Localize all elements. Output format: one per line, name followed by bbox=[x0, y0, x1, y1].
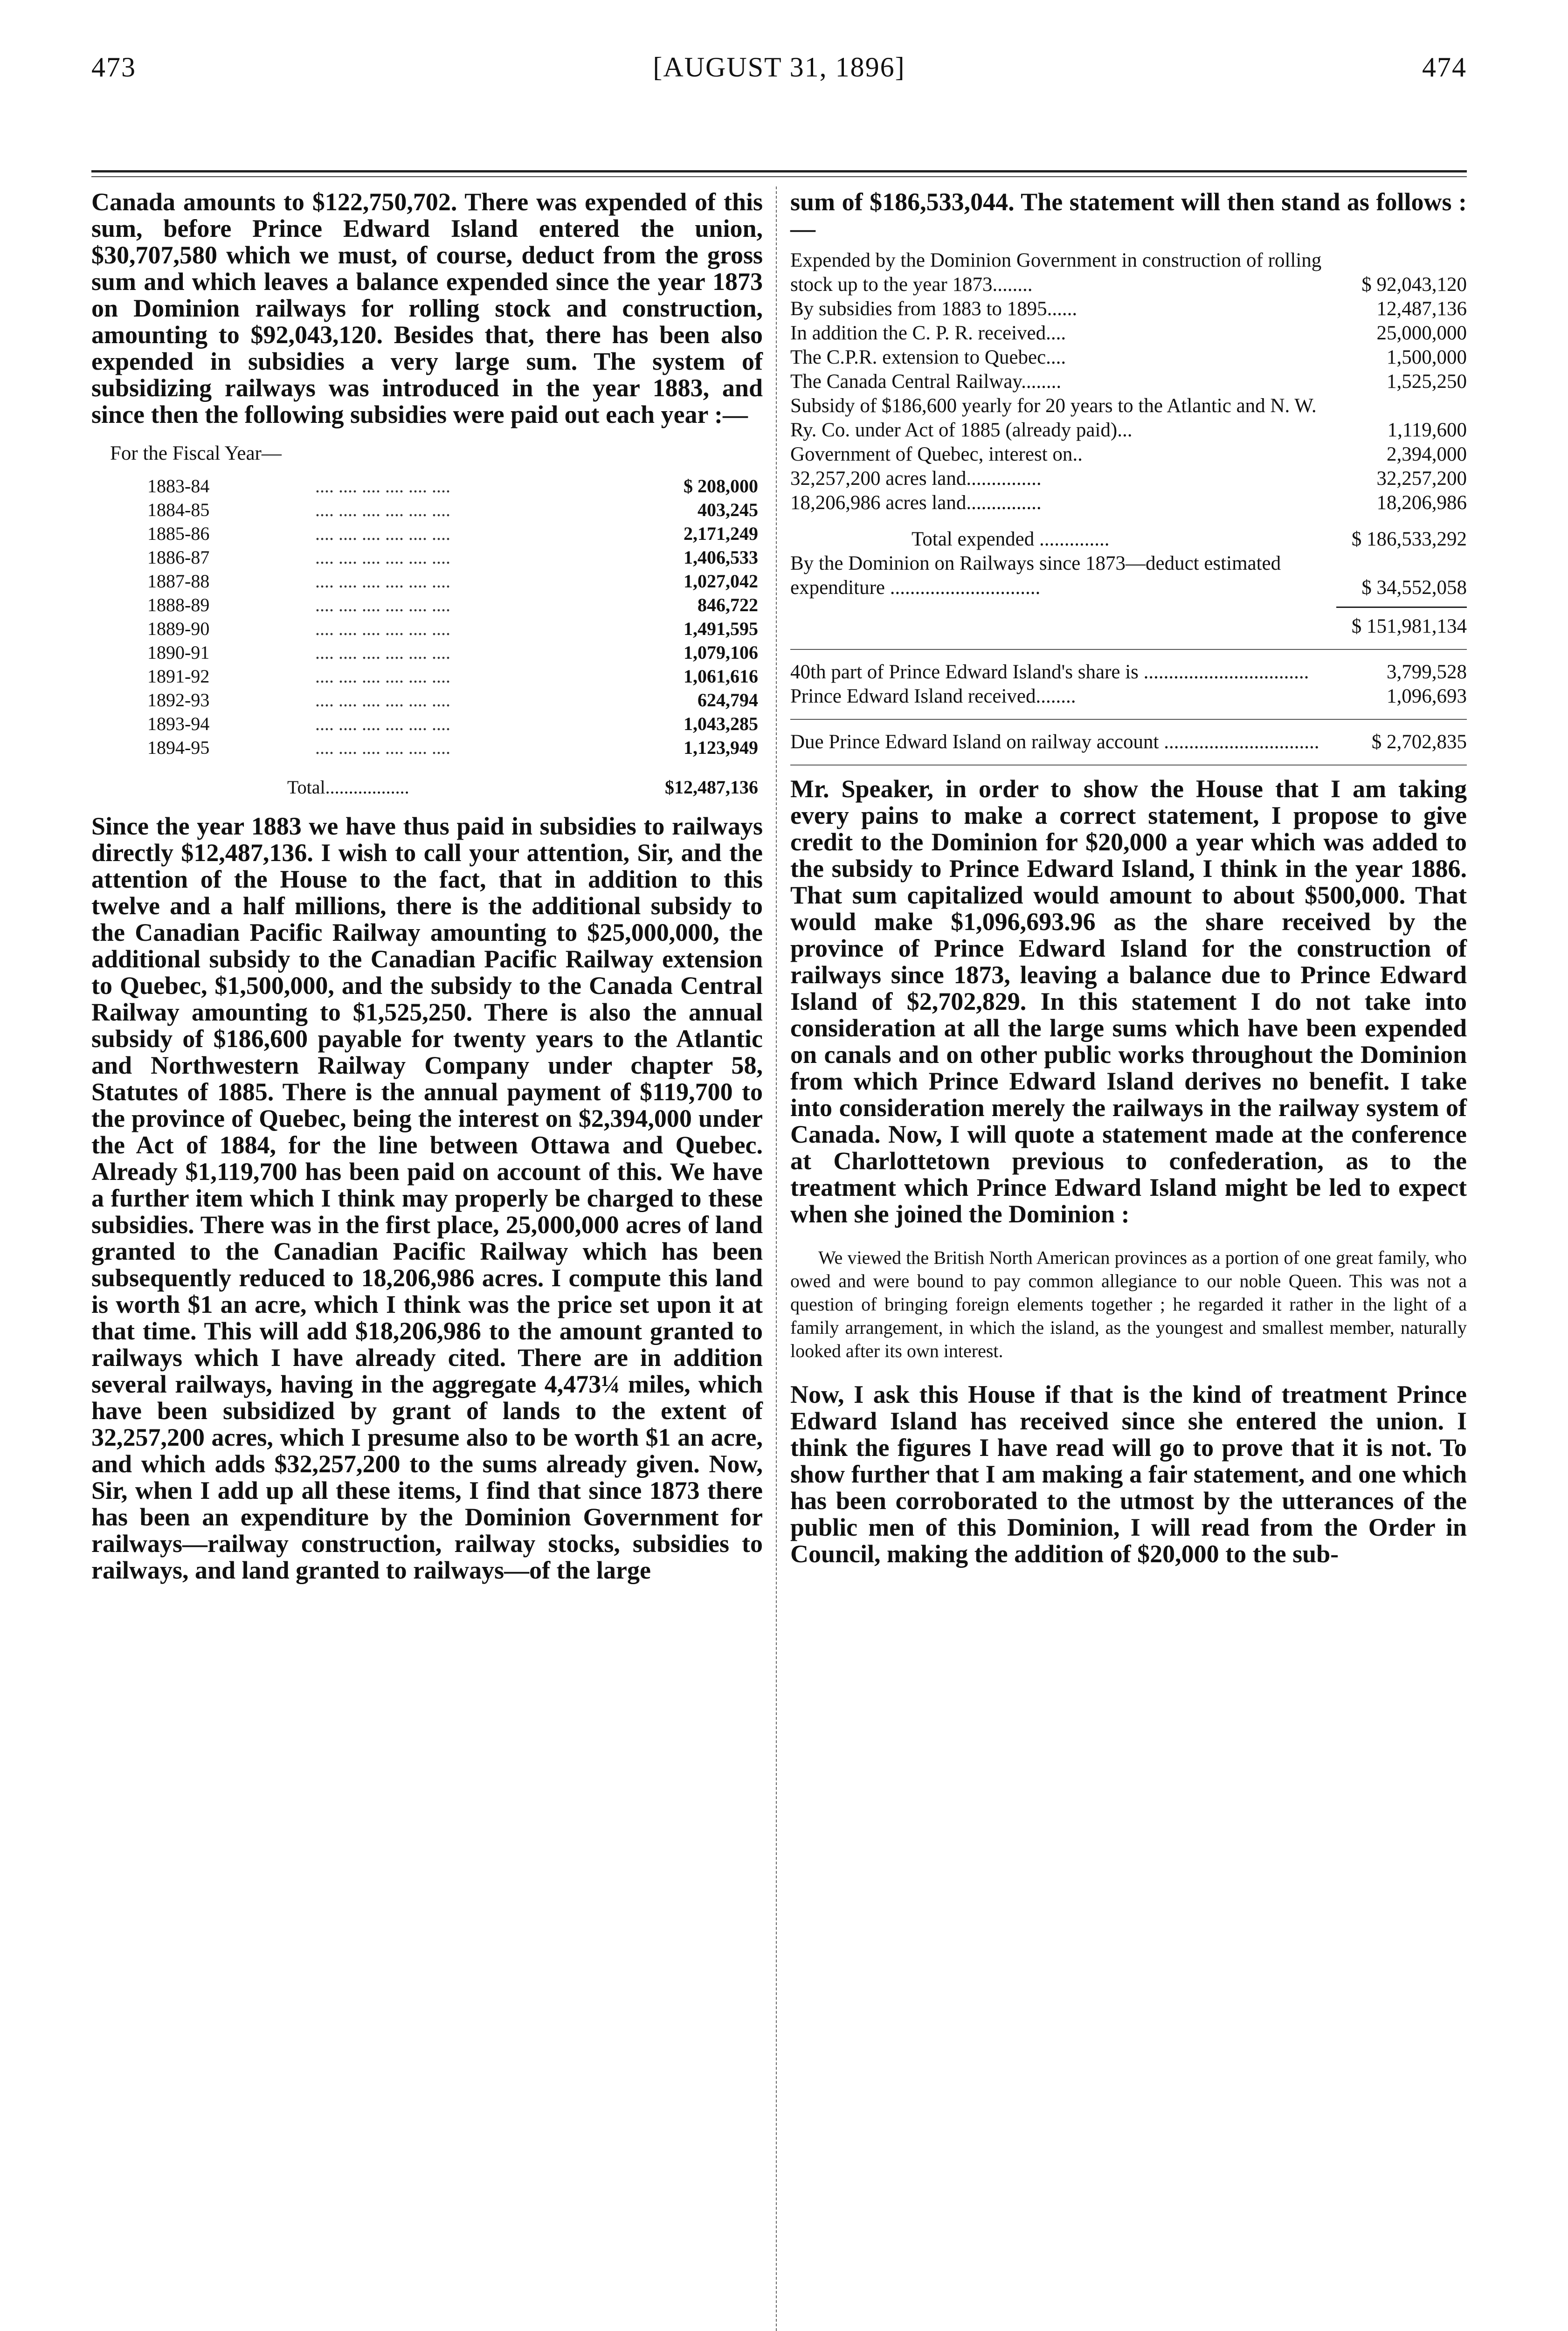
subsidy-year: 1891-92 bbox=[147, 666, 210, 687]
page-number-right: 474 bbox=[1422, 52, 1467, 83]
subsidy-amount: 1,491,595 bbox=[684, 618, 758, 639]
total-expended-amount: $ 186,533,292 bbox=[1351, 528, 1467, 550]
subsidy-row bbox=[147, 545, 758, 569]
subsidy-year: 1889-90 bbox=[147, 618, 210, 639]
deduct-amount: $ 34,552,058 bbox=[1361, 577, 1467, 599]
leader-dots: .... .... .... .... .... .... bbox=[315, 666, 450, 687]
subsidy-row bbox=[147, 593, 758, 617]
statement-row bbox=[790, 467, 1467, 491]
statement-label: Subsidy of $186,600 yearly for 20 years to the Atlantic and N. W. Ry. Co. under Act of 1885 (already paid)... bbox=[790, 395, 1317, 441]
leader-dots: .... .... .... .... .... .... bbox=[315, 547, 450, 568]
subsidy-amount: 1,406,533 bbox=[684, 547, 758, 568]
statement-amount: 12,487,136 bbox=[1376, 298, 1467, 320]
subsidy-year: 1888-89 bbox=[147, 594, 210, 615]
statement-row bbox=[790, 345, 1467, 370]
pei-received-amount: 1,096,693 bbox=[1387, 685, 1467, 707]
leader-dots: .... .... .... .... .... .... bbox=[315, 690, 450, 710]
subsidy-row bbox=[147, 498, 758, 522]
fortieth-amount: 3,799,528 bbox=[1387, 661, 1467, 683]
net-row bbox=[790, 614, 1467, 639]
subsidy-amount: $ 208,000 bbox=[684, 476, 758, 497]
leader-dots: .... .... .... .... .... .... bbox=[315, 642, 450, 663]
subsidy-amount: 624,794 bbox=[698, 690, 758, 710]
statement-row bbox=[790, 491, 1467, 515]
leader-dots: .... .... .... .... .... .... bbox=[315, 523, 450, 544]
subsidy-amount: 846,722 bbox=[698, 594, 758, 615]
statement-row bbox=[790, 297, 1467, 321]
leader-dots: .... .... .... .... .... .... bbox=[315, 476, 450, 497]
left-paragraph-2: Since the year 1883 we have thus paid in subsidies to railways directly $12,487,136. I wish to call your attention, Sir, and the attention of the House to the fact, that in addition to this twelve and a half millions, there is the additional subsidy to the Canadian Pacific Railway amounting to $25,000,000, the additional subsidy to the Canadian Pacific Railway extension to Quebec, $1,500,000, and the subsidy to the Canada Central Railway amounting to $1,525,250. There is also the annual subsidy of $186,600 payable for twenty years to the Atlantic and Northwestern Railway Company under chapter 58, Statutes of 1885. There is the annual payment of $119,700 to the province of Quebec, being the interest on $2,394,000 under the Act of 1884, for the line between Ottawa and Quebec. Already $1,119,700 has been paid on account of this. We have a further item which I think may properly be charged to these subsidies. There was in the first place, 25,000,000 acres of land granted to the Canadian Pacific Railway which has been subsequently reduced to 18,206,986 acres. I compute this land is worth $1 an acre, which I think was the price set upon it at that time. This will add $18,206,986 to the amount granted to railways which I have already cited. There are in addition several railways, having in the aggregate 4,473¼ miles, which have been subsidized by grant of lands to the extent of 32,257,200 acres, which I presume also to be worth $1 an acre, and which adds $32,257,200 to the sums already given. Now, Sir, when I add up all these items, I find that since 1873 there has been an expenditure by the Dominion Government for railways—railway construction, railway stocks, subsidies to railways, and land granted to railways—of the large bbox=[91, 812, 763, 1584]
right-paragraph-1: sum of $186,533,044. The statement will then stand as follows :— bbox=[790, 188, 1467, 242]
fortieth-label: 40th part of Prince Edward Island's share is ................................. bbox=[790, 661, 1309, 683]
leader-dots: .... .... .... .... .... .... bbox=[315, 499, 450, 520]
page-number-left: 473 bbox=[91, 52, 136, 83]
subsidy-row bbox=[147, 736, 758, 759]
statement-amount: 25,000,000 bbox=[1376, 322, 1467, 344]
header-rule bbox=[91, 170, 1467, 172]
section-rule-2 bbox=[790, 719, 1467, 720]
subsidy-year: 1892-93 bbox=[147, 690, 210, 710]
statement-label: By subsidies from 1883 to 1895...... bbox=[790, 298, 1078, 320]
section-rule-1 bbox=[790, 649, 1467, 650]
subsidy-year: 1894-95 bbox=[147, 737, 210, 758]
subsidy-year: 1886-87 bbox=[147, 547, 210, 568]
statement-amount: $ 92,043,120 bbox=[1361, 274, 1467, 296]
subsidies-table bbox=[147, 474, 758, 799]
statement-label: Expended by the Dominion Government in construction of rolling stock up to the year 1873........ bbox=[790, 249, 1322, 296]
leader-dots: .... .... .... .... .... .... bbox=[315, 737, 450, 758]
statement-amount: 18,206,986 bbox=[1376, 492, 1467, 514]
total-expended-label: Total expended .............. bbox=[912, 528, 1110, 550]
statement-amount: 2,394,000 bbox=[1387, 443, 1467, 465]
subsidy-row bbox=[147, 641, 758, 664]
subsidy-row bbox=[147, 688, 758, 712]
deduct-row bbox=[790, 552, 1467, 600]
subsidy-amount: 2,171,249 bbox=[684, 523, 758, 544]
due-row bbox=[790, 730, 1467, 754]
column-divider bbox=[776, 186, 777, 2331]
subsidy-row bbox=[147, 617, 758, 641]
due-label: Due Prince Edward Island on railway account ............................... bbox=[790, 731, 1319, 753]
statement-label: Government of Quebec, interest on.. bbox=[790, 443, 1083, 465]
subsidy-year: 1893-94 bbox=[147, 713, 210, 734]
statement-row bbox=[790, 321, 1467, 345]
subsidy-year: 1887-88 bbox=[147, 571, 210, 592]
pei-received-label: Prince Edward Island received........ bbox=[790, 685, 1076, 707]
statement-label: The Canada Central Railway........ bbox=[790, 371, 1062, 393]
total-label: Total bbox=[287, 777, 325, 798]
pei-received-row bbox=[790, 684, 1467, 709]
subsidy-amount: 1,027,042 bbox=[684, 571, 758, 592]
page-header bbox=[91, 51, 1467, 89]
net-rule bbox=[1336, 607, 1467, 608]
statement-amount: 1,119,600 bbox=[1387, 419, 1467, 441]
subsidy-amount: 1,043,285 bbox=[684, 713, 758, 734]
section-rule-3 bbox=[790, 765, 1467, 766]
leader-dots: .... .... .... .... .... .... bbox=[315, 713, 450, 734]
subsidy-amount: 1,123,949 bbox=[684, 737, 758, 758]
subsidy-row bbox=[147, 712, 758, 736]
total-amount: $12,487,136 bbox=[665, 777, 758, 798]
net-amount: $ 151,981,134 bbox=[1351, 615, 1467, 637]
subsidy-amount: 1,061,616 bbox=[684, 666, 758, 687]
total-expended-row bbox=[790, 527, 1467, 552]
subsidy-row bbox=[147, 664, 758, 688]
statement-row bbox=[790, 442, 1467, 467]
header-rule-thin bbox=[91, 176, 1467, 177]
statement-label: In addition the C. P. R. received.... bbox=[790, 322, 1066, 344]
fiscal-year-title: For the Fiscal Year— bbox=[110, 442, 282, 464]
right-paragraph-3: Now, I ask this House if that is the kind of treatment Prince Edward Island has received since she entered the union. I think the figures I have read will go to prove that it is not. To show further that I am making a fair statement, and one which has been corroborated to the utmost by the utterances of the public men of this Dominion, I will read from the Order in Council, making the addition of $20,000 to the sub- bbox=[790, 1380, 1467, 1568]
fortieth-row bbox=[790, 660, 1467, 684]
deduct-label: By the Dominion on Railways since 1873—deduct estimated expenditure .............................. bbox=[790, 552, 1281, 599]
statement-row bbox=[790, 394, 1467, 442]
statement-amount: 1,500,000 bbox=[1387, 346, 1467, 368]
statement-list bbox=[790, 248, 1467, 515]
statement-row bbox=[790, 370, 1467, 394]
subsidy-row bbox=[147, 522, 758, 545]
header-date: [AUGUST 31, 1896] bbox=[653, 52, 905, 83]
charlottetown-quote: We viewed the British North American provinces as a portion of one great family, who owed and were bound to pay common allegiance to our noble Queen. This was not a question of bringing foreign elements together ; he regarded it rather in the light of a family arrangement, in which the island, as the youngest and smallest member, naturally looked after its own interest. bbox=[790, 1247, 1467, 1361]
subsidy-row bbox=[147, 569, 758, 593]
statement-label: 18,206,986 acres land............... bbox=[790, 492, 1042, 514]
right-paragraph-2: Mr. Speaker, in order to show the House that I am taking every pains to make a correct statement, I propose to give credit to the Dominion for $20,000 a year which was added to the subsidy to Prince Edward Island, I think in the year 1886. That sum capitalized would amount to about $500,000. That would make $1,096,693.96 as the share received by the province of Prince Edward Island for the construction of railways since 1873, leaving a balance due to Prince Edward Island of $2,702,829. In this statement I do not take into consideration at all the large sums which have been expended on canals and on other public works throughout the Dominion from which Prince Edward Island derives no benefit. I take into consideration merely the railways in the railway system of Canada. Now, I will quote a statement made at the conference at Charlottetown previous to confederation, as to the treatment which Prince Edward Island might be led to expect when she joined the Dominion : bbox=[790, 775, 1467, 1228]
subsidy-year: 1885-86 bbox=[147, 523, 210, 544]
statement-label: The C.P.R. extension to Quebec.... bbox=[790, 346, 1066, 368]
subsidy-row bbox=[147, 474, 758, 498]
statement-amount: 32,257,200 bbox=[1376, 468, 1467, 490]
subsidy-year: 1883-84 bbox=[147, 476, 210, 497]
left-column bbox=[91, 189, 763, 1584]
left-paragraph-1: Canada amounts to $122,750,702. There was expended of this sum, before Prince Edward Island entered the union, $30,707,580 which we must, of course, deduct from the gross sum and which leaves a balance expended since the year 1873 on Dominion railways for rolling stock and construction, amounting to $92,043,120. Besides that, there has been also expended in subsidies a very large sum. The system of subsidizing railways was introduced in the year 1883, and since then the following subsidies were paid out each year :— bbox=[91, 188, 763, 428]
subsidy-amount: 1,079,106 bbox=[684, 642, 758, 663]
leader-dots: .... .... .... .... .... .... bbox=[315, 571, 450, 592]
statement-amount: 1,525,250 bbox=[1387, 371, 1467, 393]
statement-label: 32,257,200 acres land............... bbox=[790, 468, 1042, 490]
leader-dots: .... .... .... .... .... .... bbox=[315, 618, 450, 639]
leader-dots: .... .... .... .... .... .... bbox=[315, 594, 450, 615]
subsidy-year: 1890-91 bbox=[147, 642, 210, 663]
subsidy-year: 1884-85 bbox=[147, 499, 210, 520]
right-column bbox=[790, 189, 1467, 1567]
subsidies-total-row: Total.................. $12,487,136 bbox=[147, 759, 758, 799]
subsidy-amount: 403,245 bbox=[698, 499, 758, 520]
due-amount: $ 2,702,835 bbox=[1371, 731, 1467, 753]
statement-row bbox=[790, 248, 1467, 297]
